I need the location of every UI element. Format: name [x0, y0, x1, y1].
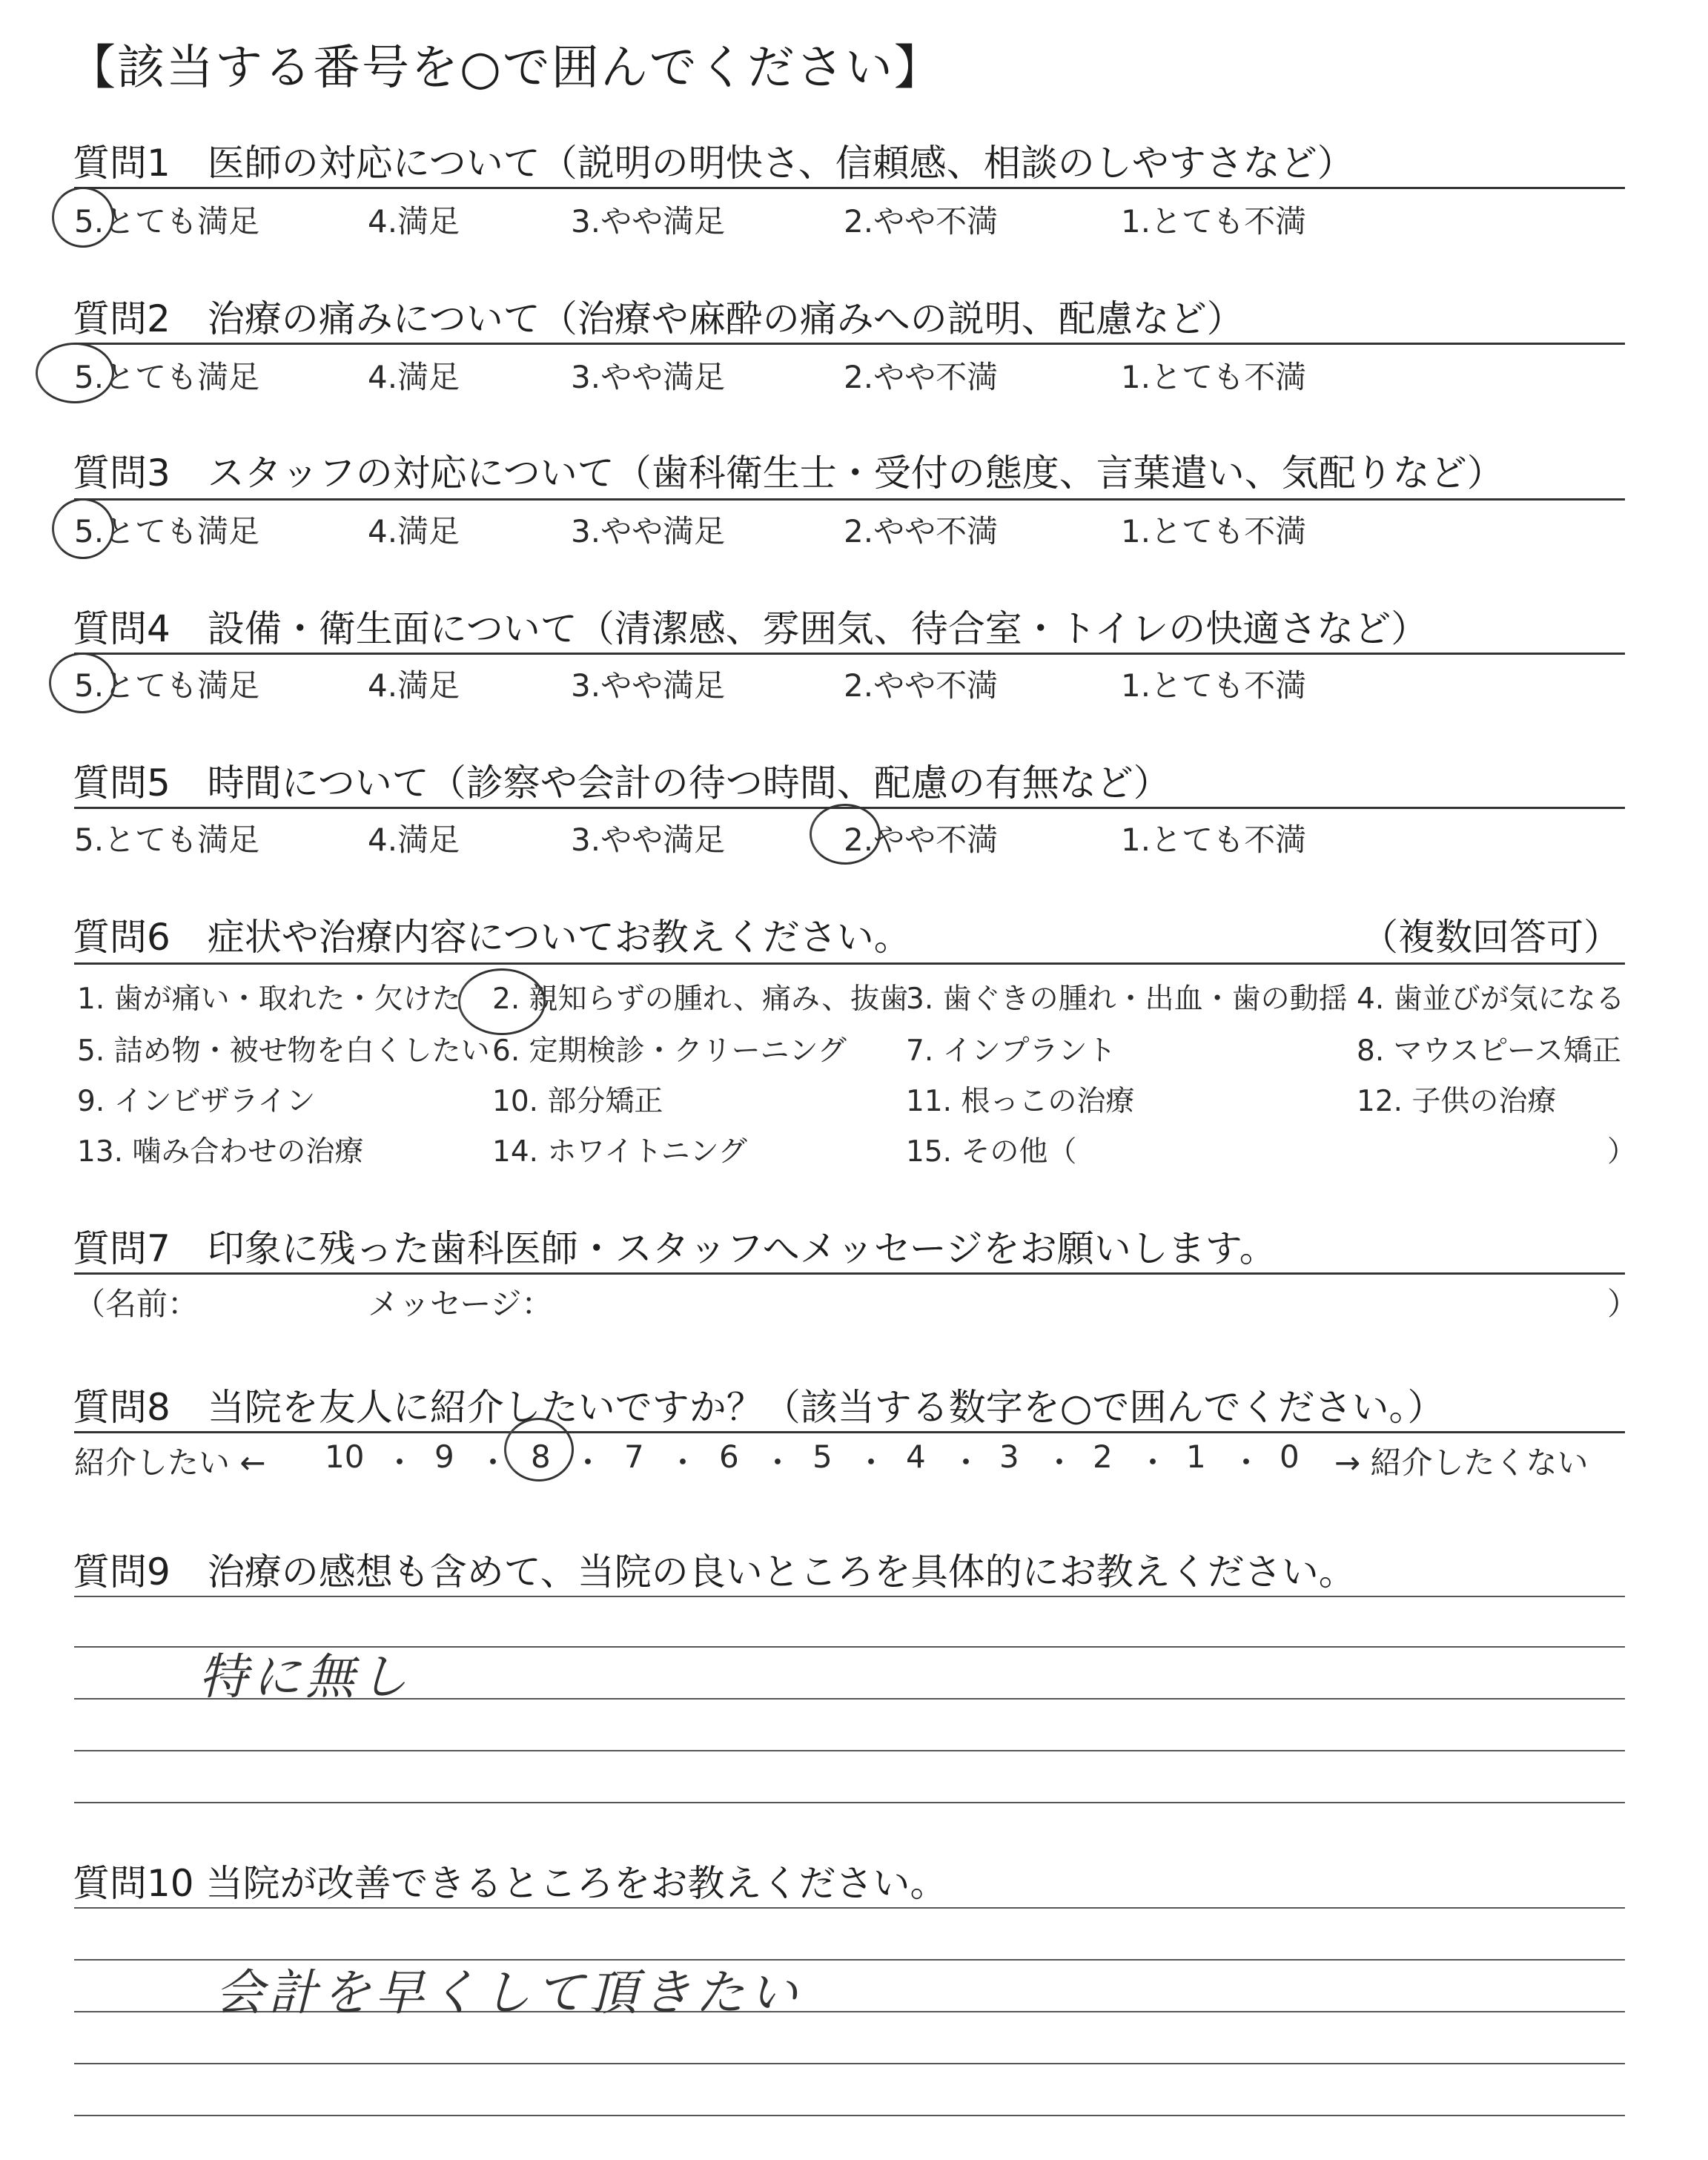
q9-line-4 — [74, 1750, 1625, 1751]
q8-dot: ・ — [384, 1444, 416, 1481]
q5-option-3[interactable]: 3.やや満足 — [571, 822, 726, 858]
q6-option-5[interactable]: 5. 詰め物・被せ物を白くしたい — [77, 1034, 490, 1068]
q6-option-9[interactable]: 9. インビザライン — [77, 1085, 316, 1118]
q8-dot: ・ — [477, 1444, 509, 1481]
q8-value-9[interactable]: 9 — [434, 1439, 454, 1475]
q8-value-10[interactable]: 10 — [325, 1439, 365, 1475]
q3-title: 質問3 スタッフの対応について（歯科衛生士・受付の態度、言葉遣い、気配りなど） — [73, 452, 1504, 495]
q5-title: 質問5 時間について（診察や会計の待つ時間、配慮の有無など） — [73, 762, 1171, 805]
q2-title: 質問2 治療の痛みについて（治療や麻酔の痛みへの説明、配慮など） — [73, 297, 1244, 340]
q4-selection-circle — [49, 653, 116, 713]
q10-title: 質問10 当院が改善できるところをお教えください。 — [73, 1862, 947, 1905]
q6-option-14[interactable]: 14. ホワイトニング — [492, 1135, 747, 1169]
q7-name-label: （名前： — [74, 1286, 199, 1322]
q8-value-1[interactable]: 1 — [1186, 1439, 1206, 1475]
q4-option-2[interactable]: 2.やや不満 — [844, 667, 999, 704]
q4-option-5[interactable]: 5.とても満足 — [74, 667, 260, 704]
q10-handwritten-answer: 会計を早くして頂きたい — [215, 1964, 802, 2021]
q6-option-10[interactable]: 10. 部分矯正 — [492, 1085, 663, 1118]
q8-left-label: 紹介したい ← — [74, 1444, 266, 1481]
q1-option-2[interactable]: 2.やや不満 — [844, 203, 999, 240]
q2-selection-circle — [36, 343, 114, 403]
q8-dot: ・ — [950, 1444, 982, 1481]
q7-close: ） — [1607, 1286, 1639, 1322]
q5-option-4[interactable]: 4.満足 — [368, 822, 460, 858]
q6-option-7[interactable]: 7. インプラント — [906, 1034, 1116, 1068]
q8-value-4[interactable]: 4 — [906, 1439, 926, 1475]
q10-line-4 — [74, 2063, 1625, 2064]
q6-title: 質問6 症状や治療内容についてお教えください。 — [73, 916, 911, 959]
q1-option-5[interactable]: 5.とても満足 — [74, 203, 260, 240]
q4-option-3[interactable]: 3.やや満足 — [571, 667, 726, 704]
q9-title: 質問9 治療の感想も含めて、当院の良いところを具体的にお教えください。 — [73, 1550, 1356, 1593]
q8-value-7[interactable]: 7 — [624, 1439, 644, 1475]
q8-dot: ・ — [1044, 1444, 1076, 1481]
q8-dot: ・ — [572, 1444, 604, 1481]
q6-option-11[interactable]: 11. 根っこの治療 — [906, 1085, 1135, 1118]
q6-option-8[interactable]: 8. マウスピース矯正 — [1357, 1034, 1621, 1068]
q1-divider — [74, 187, 1625, 189]
q8-dot: ・ — [667, 1444, 699, 1481]
q4-option-1[interactable]: 1.とても不満 — [1121, 667, 1307, 704]
q3-option-5[interactable]: 5.とても満足 — [74, 513, 260, 549]
q7-title: 質問7 印象に残った歯科医師・スタッフへメッセージをお願いします。 — [73, 1227, 1277, 1270]
q2-option-5[interactable]: 5.とても満足 — [74, 359, 260, 395]
q6-option-15[interactable]: 15. その他（ — [906, 1135, 1077, 1169]
q5-option-5[interactable]: 5.とても満足 — [74, 822, 260, 858]
q7-divider — [74, 1272, 1625, 1275]
q1-option-1[interactable]: 1.とても不満 — [1121, 203, 1307, 240]
q10-line-1 — [74, 1907, 1625, 1909]
q8-value-2[interactable]: 2 — [1093, 1439, 1113, 1475]
q1-option-3[interactable]: 3.やや満足 — [571, 203, 726, 240]
q3-option-2[interactable]: 2.やや不満 — [844, 513, 999, 549]
q6-other-close: ） — [1607, 1135, 1637, 1169]
q9-handwritten-answer: 特に無し — [199, 1648, 412, 1705]
q3-divider — [74, 498, 1625, 501]
q2-option-2[interactable]: 2.やや不満 — [844, 359, 999, 395]
q4-title: 質問4 設備・衛生面について（清潔感、雰囲気、待合室・トイレの快適さなど） — [73, 607, 1429, 650]
q2-option-4[interactable]: 4.満足 — [368, 359, 460, 395]
q5-option-1[interactable]: 1.とても不満 — [1121, 822, 1307, 858]
q2-option-1[interactable]: 1.とても不満 — [1121, 359, 1307, 395]
q6-option-13[interactable]: 13. 噛み合わせの治療 — [77, 1135, 364, 1169]
q8-title: 質問8 当院を友人に紹介したいですか？（該当する数字を○で囲んでください。） — [73, 1386, 1445, 1429]
q6-divider — [74, 962, 1625, 965]
q3-option-1[interactable]: 1.とても不満 — [1121, 513, 1307, 549]
q8-selection-circle — [504, 1418, 574, 1482]
q6-option-6[interactable]: 6. 定期検診・クリーニング — [492, 1034, 847, 1068]
q2-divider — [74, 343, 1625, 345]
q2-option-3[interactable]: 3.やや満足 — [571, 359, 726, 395]
q4-divider — [74, 653, 1625, 655]
form-title: 【該当する番号を○で囲んでください】 — [68, 41, 943, 96]
q6-selection-circle — [458, 968, 546, 1035]
q9-line-1 — [74, 1596, 1625, 1597]
q1-selection-circle — [52, 187, 114, 248]
q8-dot: ・ — [762, 1444, 794, 1481]
q8-value-8[interactable]: 8 — [531, 1439, 551, 1475]
q1-title: 質問1 医師の対応について（説明の明快さ、信頼感、相談のしやすさなど） — [73, 142, 1354, 185]
q1-option-4[interactable]: 4.満足 — [368, 203, 460, 240]
q6-option-12[interactable]: 12. 子供の治療 — [1357, 1085, 1557, 1118]
q7-message-label: メッセージ： — [368, 1286, 553, 1322]
q8-value-3[interactable]: 3 — [999, 1439, 1019, 1475]
q8-dot: ・ — [1137, 1444, 1169, 1481]
q6-option-4[interactable]: 4. 歯並びが気になる — [1357, 982, 1625, 1016]
q10-line-5 — [74, 2115, 1625, 2116]
q9-line-5 — [74, 1802, 1625, 1803]
q8-divider — [74, 1431, 1625, 1433]
q3-option-4[interactable]: 4.満足 — [368, 513, 460, 549]
q5-selection-circle — [810, 804, 881, 865]
q6-option-2[interactable]: 2. 親知らずの腫れ、痛み、抜歯 — [492, 982, 909, 1016]
q5-option-2[interactable]: 2.やや不満 — [844, 822, 999, 858]
q8-value-5[interactable]: 5 — [812, 1439, 833, 1475]
q8-dot: ・ — [855, 1444, 887, 1481]
q4-option-4[interactable]: 4.満足 — [368, 667, 460, 704]
q8-value-0[interactable]: 0 — [1280, 1439, 1300, 1475]
q6-option-1[interactable]: 1. 歯が痛い・取れた・欠けた — [77, 982, 461, 1016]
q8-value-6[interactable]: 6 — [719, 1439, 739, 1475]
q6-note: （複数回答可） — [1361, 916, 1621, 959]
q3-selection-circle — [52, 498, 114, 559]
q8-dot: ・ — [1231, 1444, 1262, 1481]
q6-option-3[interactable]: 3. 歯ぐきの腫れ・出血・歯の動揺 — [906, 982, 1348, 1016]
q8-right-label: → 紹介したくない — [1334, 1444, 1589, 1481]
q3-option-3[interactable]: 3.やや満足 — [571, 513, 726, 549]
